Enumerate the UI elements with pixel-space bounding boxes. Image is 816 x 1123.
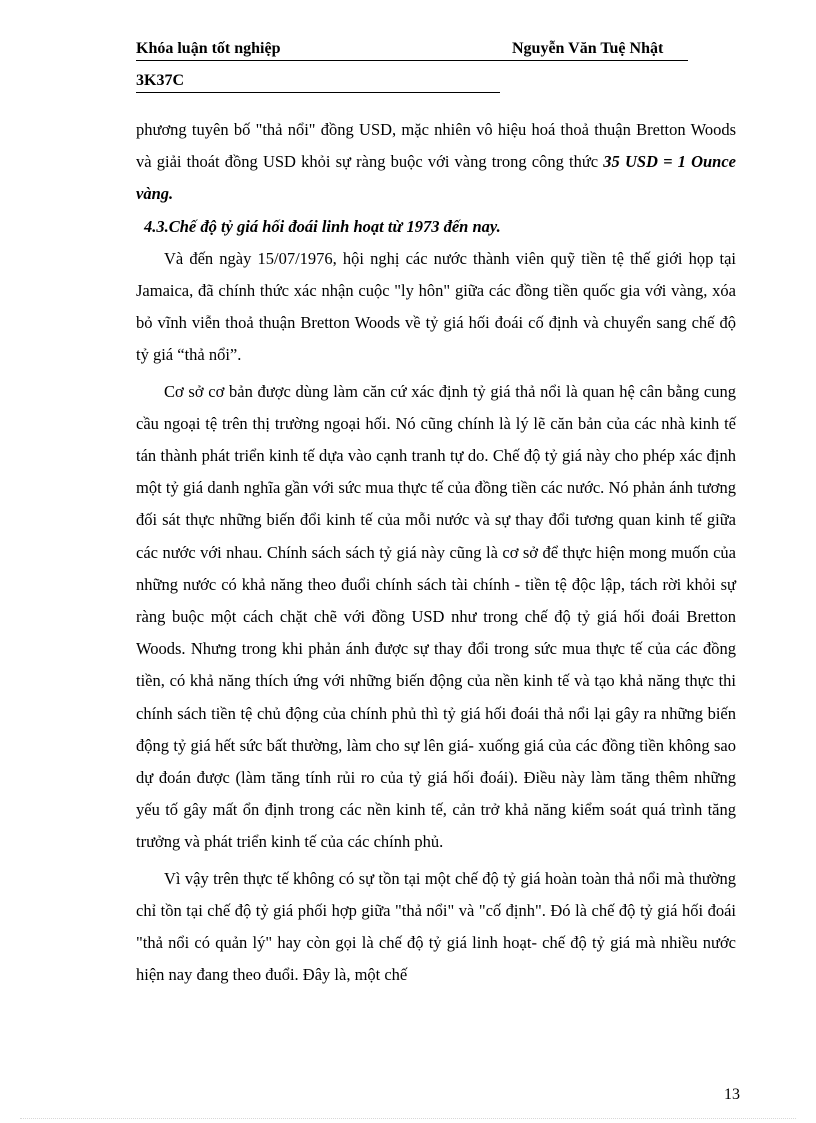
gold-formula: 35 USD = 1 Ounce vàng. — [136, 152, 736, 204]
header-author-name: Nguyễn Văn Tuệ Nhật — [512, 40, 664, 57]
paragraph-4: Vì vậy trên thực tế không có sự tồn tại một chế độ tỷ giá hoàn toàn thả nổi mà thường chỉ tồn tại chế độ tỷ giá phối hợp giữa "thả nổi" và "cố định". Đó là chế độ tỷ giá hối đoái "thả nổi có quản lý" hay còn gọi là chế độ tỷ giá linh hoạt- chế độ tỷ giá mà nhiều nước hiện nay đang theo đuổi. Đây là, một chế — [136, 868, 736, 985]
page-number: 13 — [724, 1086, 740, 1103]
header-thesis-title: Khóa luận tốt nghiệp — [136, 40, 281, 57]
document-body — [136, 114, 736, 991]
paragraph-1 — [136, 114, 736, 211]
page-header — [136, 38, 688, 61]
footer-divider — [20, 1118, 796, 1119]
paragraph-2: Và đến ngày 15/07/1976, hội nghị các nước thành viên quỹ tiền tệ thế giới họp tại Jamaica, đã chính thức xác nhận cuộc "ly hôn" giữa các đồng tiền quốc gia với vàng, xóa bỏ vĩnh viễn thoả thuận Bretton Woods về tỷ giá hối đoái cố định và chuyển sang chế độ tỷ giá “thả nổi”. — [136, 248, 736, 365]
paragraph-1-text: phương tuyên bố "thả nổi" đồng USD, mặc nhiên vô hiệu hoá thoả thuận Bretton Woods và giải thoát đồng USD khỏi sự ràng buộc với vàng trong công thức — [136, 120, 736, 172]
paragraph-3: Cơ sở cơ bản được dùng làm căn cứ xác định tỷ giá thả nổi là quan hệ cân bằng cung cầu ngoại tệ trên thị trường ngoại hối. Nó cũng chính là lý lẽ căn bản của các nhà kinh tế tán thành phát triển kinh tế dựa vào cạnh tranh tự do. Chế độ tỷ giá này cho phép xác định một tỷ giá danh nghĩa gần với sức mua thực tế của đồng tiền các nước. Nó phản ánh tương đối sát thực những biến đổi kinh tế của mỗi nước và sự thay đổi tương quan kinh tế giữa các nước với nhau. Chính sách sách tỷ giá này cũng là cơ sở để thực hiện mong muốn của những nước có khả năng theo đuổi chính sách tài chính - tiền tệ độc lập, tách rời khỏi sự ràng buộc một cách chặt chẽ với đồng USD như trong chế độ tỷ giá hối đoái Bretton Woods. Nhưng trong khi phản ánh được sự thay đổi trong sức mua thực tế của các đồng tiền, có khả năng thích ứng với những biến động của nền kinh tế và tạo khả năng thực thi chính sách tiền tệ chủ động của chính phủ thì tỷ giá hối đoái thả nổi lại gây ra những biến động tỷ giá hết sức bất thường, làm cho sự lên giá- xuống giá của các đồng tiền không sao dự đoán được (làm tăng tính rủi ro của tỷ giá hối đoái). Điều này làm tăng thêm những yếu tố gây mất ổn định trong các nền kinh tế, cản trở khả năng kiểm soát quá trình tăng trưởng và phát triển kinh tế của các chính phủ. — [136, 381, 736, 852]
section-heading-4-3: 4.3.Chế độ tỷ giá hối đoái linh hoạt từ 1973 đến nay. — [144, 216, 501, 236]
header-class-code: 3K37C — [136, 70, 500, 93]
